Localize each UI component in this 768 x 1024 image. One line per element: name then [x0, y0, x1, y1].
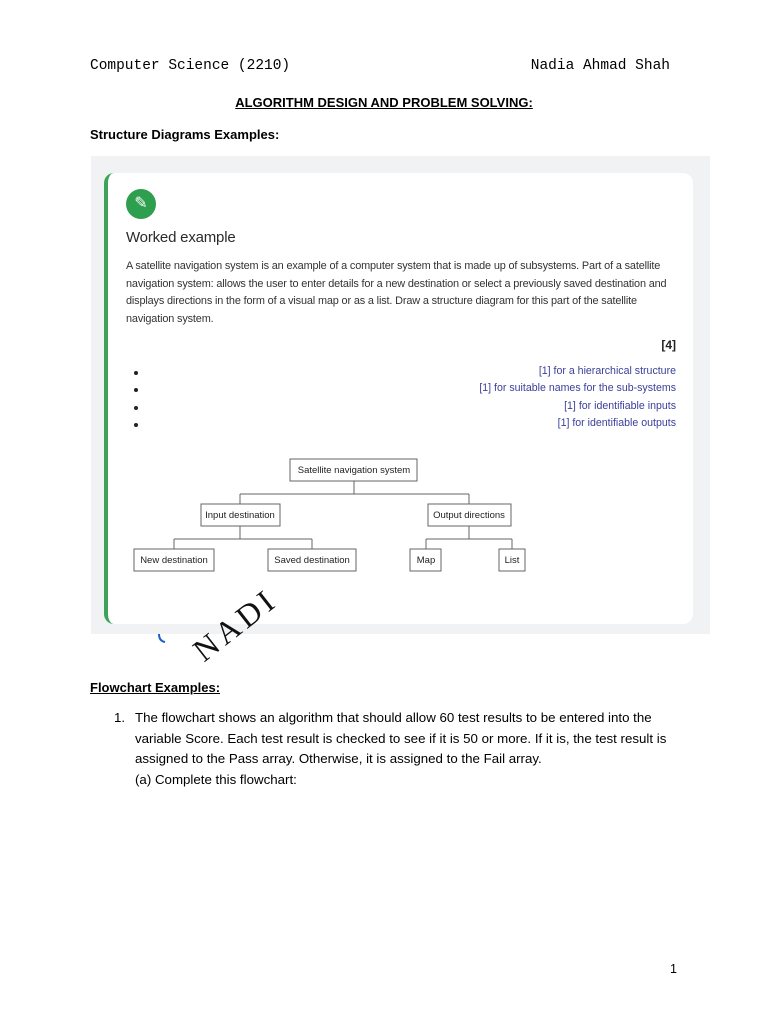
- structure-diagram: [108, 173, 693, 624]
- question-1: [114, 708, 674, 790]
- author-header: Nadia Ahmad Shah: [530, 58, 670, 74]
- page-title: ALGORITHM DESIGN AND PROBLEM SOLVING:: [235, 95, 533, 110]
- list-item: [1] for suitable names for the sub-systems: [130, 382, 676, 399]
- course-header: Computer Science (2210): [90, 58, 291, 74]
- node-saved-destination-label: Saved destination: [274, 555, 350, 566]
- watermark: NADI: [186, 580, 284, 669]
- node-output-label: Output directions: [433, 510, 505, 521]
- node-new-destination-label: New destination: [140, 555, 208, 566]
- node-input-label: Input destination: [205, 510, 275, 521]
- page-number: 1: [670, 962, 677, 976]
- link-hook-icon: [156, 632, 170, 646]
- question-part-a: (a) Complete this flowchart:: [135, 771, 297, 787]
- question-number: 1.: [114, 710, 126, 725]
- worked-example-paragraph: A satellite navigation system is an example of a computer system that is made up of subsystems. Part of a satellite navigation system: allows the user to enter details for a new destination or select a previously saved destination and displays directions in the form of a visual map or as a list. Draw a structure diagram for this part of the satellite navigation system.: [126, 260, 667, 325]
- worked-example-card: [104, 173, 693, 624]
- list-item: [1] for identifiable inputs: [130, 400, 676, 417]
- marks-label: [4]: [661, 338, 676, 352]
- section-heading-flowchart: Flowchart Examples:: [90, 680, 221, 695]
- pencil-icon: ✎: [126, 189, 156, 219]
- question-text: The flowchart shows an algorithm that should allow 60 test results to be entered into the variable Score. Each test result is checked to see if it is 50 or more. If it is, the test result is assigned to the Pass array. Otherwise, it is assigned to the Fail array.: [135, 710, 667, 766]
- node-map-label: Map: [416, 555, 436, 566]
- list-item: [1] for a hierarchical structure: [130, 365, 676, 382]
- node-list-label: List: [504, 555, 520, 566]
- node-root-label: Satellite navigation system: [297, 465, 411, 476]
- worked-example-heading: Worked example: [126, 229, 236, 246]
- section-heading-structure: Structure Diagrams Examples:: [90, 127, 280, 142]
- list-item: [1] for identifiable outputs: [130, 417, 676, 434]
